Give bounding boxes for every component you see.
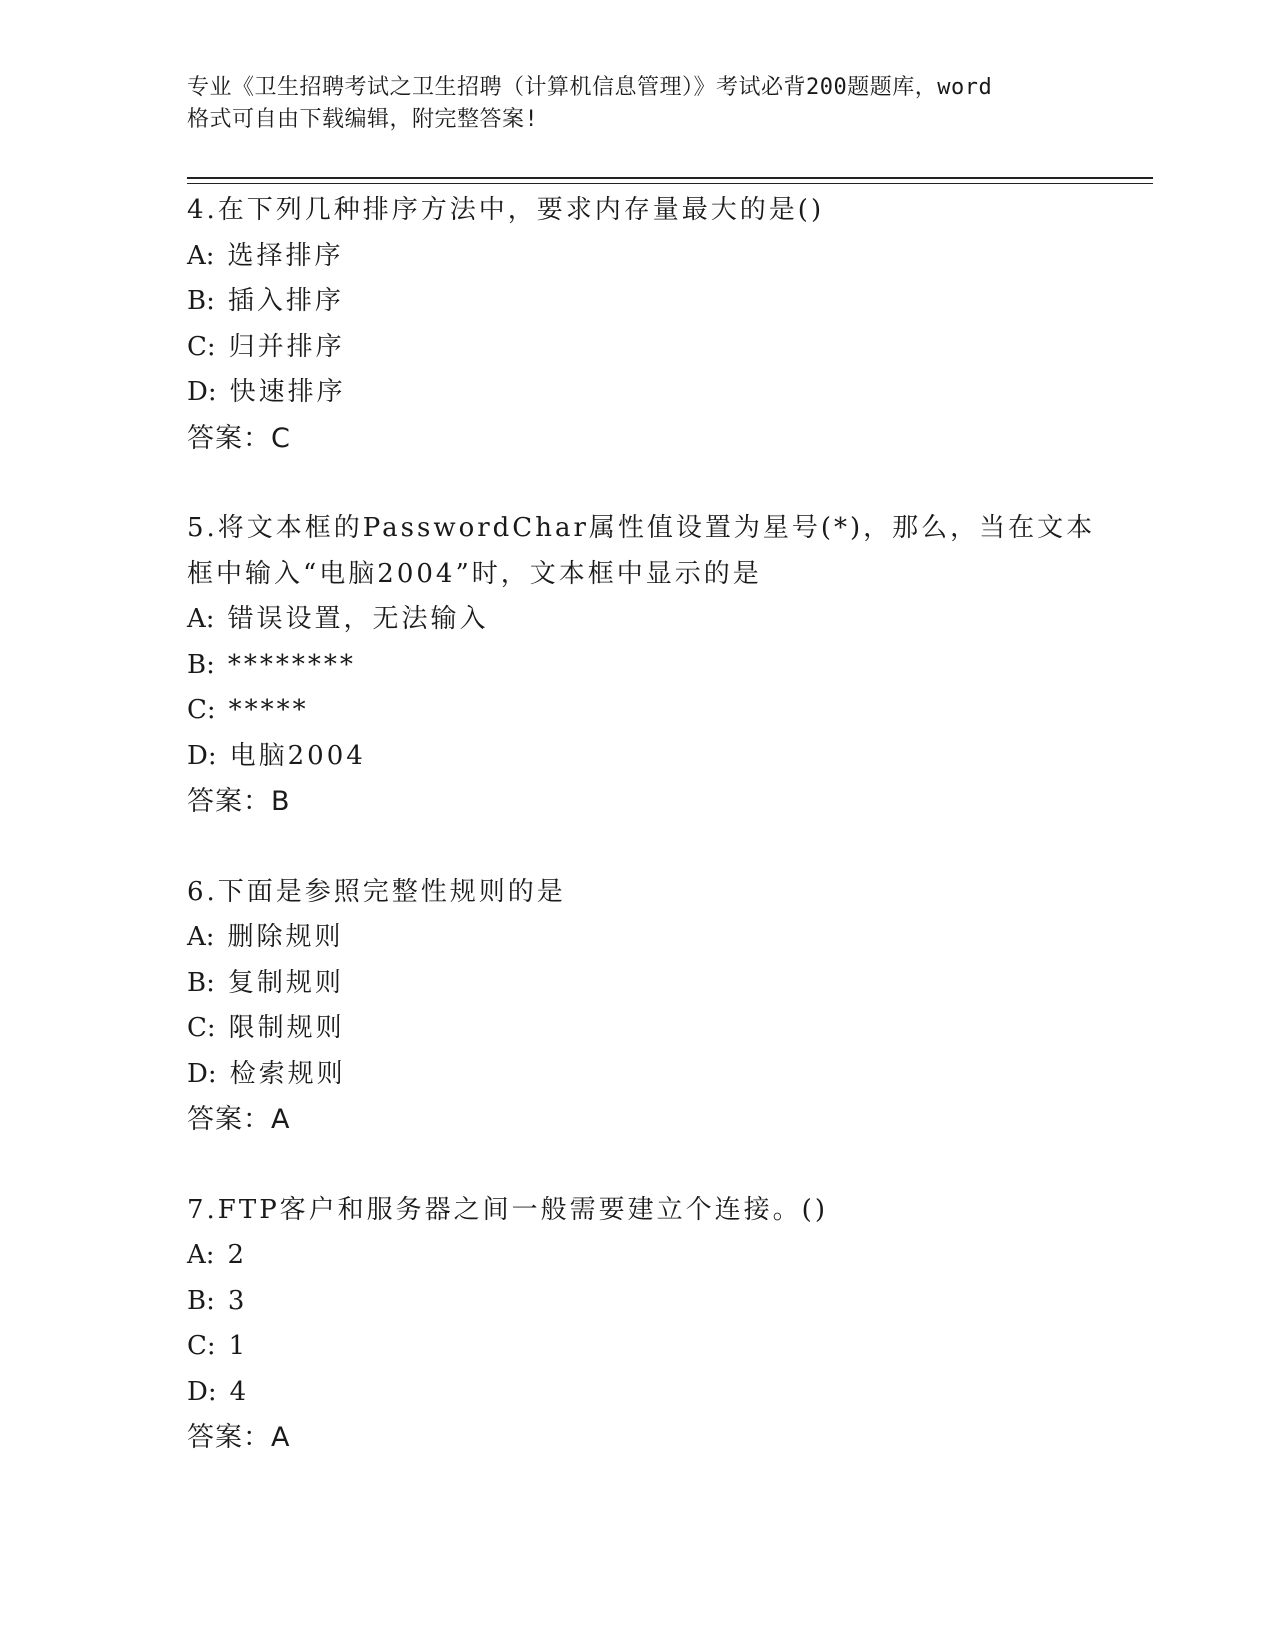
option-letter: D — [187, 1376, 208, 1407]
answer-option — [187, 961, 1087, 1007]
answer-option — [187, 1279, 1087, 1325]
option-text: 检索规则 — [229, 1058, 346, 1089]
option-separator: : — [206, 1013, 219, 1043]
answer-key: 答案：A — [187, 1422, 291, 1453]
header-divider-thick — [187, 177, 1153, 179]
answer-key: 答案：C — [187, 422, 291, 454]
option-separator: : — [206, 695, 219, 725]
answer-option — [187, 1233, 1087, 1279]
answer-option — [187, 325, 1087, 371]
option-letter: A — [187, 922, 206, 952]
answer-option — [187, 1006, 1087, 1052]
question-stem: 5.将文本框的PasswordChar属性值设置为星号(*)，那么，当在文本 — [187, 513, 1096, 543]
option-letter: C — [187, 331, 207, 362]
option-letter: D — [187, 1058, 208, 1089]
option-separator: : — [206, 331, 219, 362]
answer-option — [187, 1052, 1087, 1098]
header-line-1: 专业《卫生招聘考试之卫生招聘（计算机信息管理）》考试必背200题题库，word — [187, 75, 993, 100]
option-letter: D — [187, 740, 208, 771]
question-block — [187, 1188, 1087, 1461]
option-text: 错误设置，无法输入 — [227, 604, 489, 634]
option-text: 删除规则 — [227, 922, 344, 952]
answer-option — [187, 915, 1087, 961]
answer-option — [187, 688, 1087, 734]
header-line-2: 格式可自由下载编辑，附完整答案! — [187, 107, 539, 132]
header-divider-thin — [187, 183, 1153, 184]
answer-option — [187, 370, 1087, 416]
option-text: 电脑2004 — [229, 740, 366, 771]
option-separator: : — [205, 922, 218, 952]
question-stem: 6.下面是参照完整性规则的是 — [187, 876, 566, 907]
option-text: 选择排序 — [227, 240, 344, 271]
option-text: 2 — [227, 1240, 248, 1270]
option-separator: : — [205, 1240, 218, 1270]
question-list — [187, 188, 1096, 1461]
document-header — [187, 72, 1087, 136]
option-letter: C — [187, 695, 207, 725]
option-letter: D — [187, 377, 208, 407]
option-letter: A — [187, 240, 206, 271]
answer-option — [187, 1370, 1087, 1416]
option-text: 4 — [229, 1376, 250, 1407]
answer-option — [187, 234, 1087, 280]
answer-key: 答案：B — [187, 786, 291, 817]
option-letter: C — [187, 1013, 207, 1043]
option-separator: : — [206, 967, 218, 998]
option-text: 快速排序 — [229, 377, 346, 407]
option-separator: : — [207, 1058, 220, 1089]
question-block — [187, 188, 1087, 461]
question-block — [187, 506, 1096, 825]
answer-option — [187, 1324, 1087, 1370]
option-letter: B — [187, 1285, 207, 1316]
option-text: 复制规则 — [227, 967, 344, 998]
option-letter: C — [187, 1331, 207, 1361]
question-stem: 7.FTP客户和服务器之间一般需要建立个连接。() — [187, 1194, 828, 1225]
option-separator: : — [207, 1376, 220, 1407]
option-text: 限制规则 — [228, 1013, 345, 1043]
option-separator: : — [207, 740, 220, 771]
answer-option — [187, 597, 1087, 643]
option-text: 插入排序 — [227, 286, 344, 316]
question-stem: 框中输入“电脑2004”时，文本框中显示的是 — [187, 558, 762, 589]
option-letter: A — [187, 1240, 206, 1270]
option-text: 归并排序 — [228, 331, 345, 362]
option-text: 3 — [227, 1285, 248, 1316]
answer-option — [187, 643, 1087, 689]
option-separator: : — [205, 604, 218, 634]
option-separator: : — [205, 240, 218, 271]
question-stem: 4.在下列几种排序方法中，要求内存量最大的是() — [187, 195, 825, 225]
option-letter: B — [187, 649, 207, 680]
option-text: ***** — [228, 695, 309, 725]
answer-option — [187, 734, 1087, 780]
option-letter: A — [187, 604, 206, 634]
option-text: 1 — [228, 1331, 249, 1361]
option-text: ******** — [227, 649, 356, 680]
option-letter: B — [187, 286, 207, 316]
option-letter: B — [187, 967, 207, 998]
option-separator: : — [206, 1331, 219, 1361]
question-block — [187, 870, 1087, 1143]
answer-key: 答案：A — [187, 1104, 291, 1135]
option-separator: : — [207, 377, 220, 407]
option-separator: : — [206, 649, 218, 680]
answer-option — [187, 279, 1087, 325]
option-separator: : — [206, 286, 218, 316]
option-separator: : — [206, 1285, 218, 1316]
